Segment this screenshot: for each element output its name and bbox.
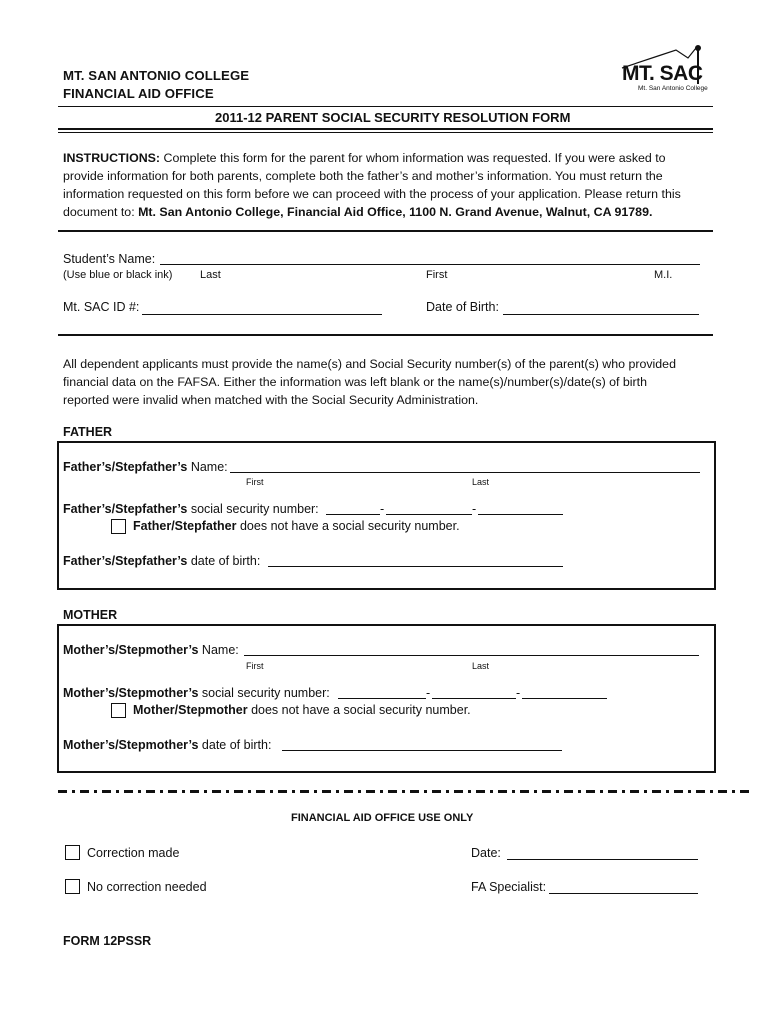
father-last-label: Last bbox=[472, 477, 490, 487]
mother-no-ssn-checkbox[interactable] bbox=[111, 703, 126, 718]
office-name: FINANCIAL AID OFFICE bbox=[63, 86, 214, 101]
return-address: Mt. San Antonio College, Financial Aid Office, 1100 N. Grand Avenue, Walnut, CA 91789. bbox=[138, 205, 653, 219]
college-name: MT. SAN ANTONIO COLLEGE bbox=[63, 68, 250, 83]
office-use-heading: FINANCIAL AID OFFICE USE ONLY bbox=[291, 812, 474, 824]
father-dob-label-rest: date of birth: bbox=[190, 554, 261, 568]
section-rule-dependent bbox=[58, 334, 713, 336]
mother-dob-label-bold: Mother’s/Stepmother’s bbox=[63, 738, 199, 752]
office-date-label: Date: bbox=[471, 846, 501, 860]
mother-ssn-dash-1: - bbox=[426, 686, 431, 700]
correction-made-label: Correction made bbox=[87, 846, 180, 860]
father-ssn-part-1[interactable] bbox=[326, 514, 380, 515]
father-ssn-label bbox=[63, 502, 319, 516]
father-dob-field[interactable] bbox=[268, 566, 563, 567]
dependent-notice bbox=[63, 355, 723, 409]
mother-dob-label bbox=[63, 738, 271, 752]
father-no-ssn-checkbox[interactable] bbox=[111, 519, 126, 534]
father-name-label-rest: Name: bbox=[190, 460, 228, 474]
section-rule-student bbox=[58, 230, 713, 232]
father-heading: FATHER bbox=[63, 425, 113, 439]
cut-line-divider bbox=[58, 790, 750, 793]
father-first-label: First bbox=[246, 477, 264, 487]
dependent-line-2: financial data on the FAFSA. Either the information was left blank or the name(s)/number(s)/date(s) of birth bbox=[63, 375, 648, 389]
father-name-label-bold: Father’s/Stepfather’s bbox=[63, 460, 188, 474]
father-name-label bbox=[63, 460, 228, 474]
mother-dob-field[interactable] bbox=[282, 750, 562, 751]
ink-note: (Use blue or black ink) bbox=[63, 269, 173, 281]
student-name-label: Student’s Name: bbox=[63, 252, 156, 266]
instructions-line-4: document to: bbox=[63, 205, 135, 219]
no-correction-label: No correction needed bbox=[87, 880, 207, 894]
mother-no-ssn-rest: does not have a social security number. bbox=[251, 703, 471, 717]
father-dob-label bbox=[63, 554, 260, 568]
header-rule bbox=[58, 106, 713, 107]
father-ssn-label-bold: Father’s/Stepfather’s bbox=[63, 502, 188, 516]
father-name-field[interactable] bbox=[230, 472, 700, 473]
mother-name-label-rest: Name: bbox=[201, 643, 239, 657]
mother-ssn-label-bold: Mother’s/Stepmother’s bbox=[63, 686, 199, 700]
title-rule-2 bbox=[58, 132, 713, 133]
instructions-label: INSTRUCTIONS: bbox=[63, 151, 161, 165]
mother-ssn-part-1[interactable] bbox=[338, 698, 426, 699]
mother-first-label: First bbox=[246, 661, 264, 671]
mother-name-label bbox=[63, 643, 239, 657]
mother-ssn-part-2[interactable] bbox=[432, 698, 516, 699]
father-ssn-part-2[interactable] bbox=[386, 514, 472, 515]
logo-subtitle: Mt. San Antonio College bbox=[638, 85, 708, 92]
father-dob-label-bold: Father’s/Stepfather’s bbox=[63, 554, 188, 568]
student-id-label: Mt. SAC ID #: bbox=[63, 300, 140, 314]
mt-sac-logo bbox=[618, 44, 718, 94]
student-first-label: First bbox=[426, 269, 448, 281]
mother-ssn-label bbox=[63, 686, 330, 700]
instructions-line-3: information requested on this form before we can proceed with the process of your application. Please return this bbox=[63, 187, 681, 201]
mother-ssn-dash-2: - bbox=[516, 686, 521, 700]
mother-name-label-bold: Mother’s/Stepmother’s bbox=[63, 643, 199, 657]
fa-specialist-label: FA Specialist: bbox=[471, 880, 547, 894]
student-id-field[interactable] bbox=[142, 314, 382, 315]
mother-last-label: Last bbox=[472, 661, 490, 671]
student-last-label: Last bbox=[200, 269, 221, 281]
no-correction-checkbox[interactable] bbox=[65, 879, 80, 894]
mother-dob-label-rest: date of birth: bbox=[201, 738, 272, 752]
correction-made-checkbox[interactable] bbox=[65, 845, 80, 860]
mother-ssn-part-3[interactable] bbox=[522, 698, 607, 699]
instructions-line-1: Complete this form for the parent for whom information was requested. If you were asked to bbox=[163, 151, 666, 165]
student-dob-field[interactable] bbox=[503, 314, 699, 315]
instructions bbox=[63, 149, 723, 221]
logo-text: MT. SAC bbox=[622, 62, 703, 85]
form-title: 2011-12 PARENT SOCIAL SECURITY RESOLUTION FORM bbox=[215, 110, 571, 125]
father-ssn-label-rest: social security number: bbox=[190, 502, 319, 516]
mother-ssn-label-rest: social security number: bbox=[201, 686, 330, 700]
form-code: FORM 12PSSR bbox=[63, 934, 152, 948]
instructions-line-2: provide information for both parents, complete both the father’s and mother’s information. You must return the bbox=[63, 169, 663, 183]
student-dob-label: Date of Birth: bbox=[426, 300, 499, 314]
dependent-line-3: reported were invalid when matched with the Social Security Administration. bbox=[63, 393, 479, 407]
father-no-ssn-text bbox=[133, 519, 460, 533]
mother-no-ssn-text bbox=[133, 703, 471, 717]
mother-no-ssn-bold: Mother/Stepmother bbox=[133, 703, 248, 717]
fa-specialist-field[interactable] bbox=[549, 893, 698, 894]
father-no-ssn-rest: does not have a social security number. bbox=[239, 519, 460, 533]
mother-name-field[interactable] bbox=[244, 655, 699, 656]
title-rule-1 bbox=[58, 128, 713, 130]
father-ssn-part-3[interactable] bbox=[478, 514, 563, 515]
father-ssn-dash-2: - bbox=[472, 502, 477, 516]
dependent-line-1: All dependent applicants must provide the name(s) and Social Security number(s) of the parent(s) who provided bbox=[63, 357, 676, 371]
office-date-field[interactable] bbox=[507, 859, 698, 860]
student-mi-label: M.I. bbox=[654, 269, 673, 281]
mother-heading: MOTHER bbox=[63, 608, 118, 622]
father-ssn-dash-1: - bbox=[380, 502, 385, 516]
student-name-field[interactable] bbox=[160, 264, 700, 265]
father-no-ssn-bold: Father/Stepfather bbox=[133, 519, 237, 533]
